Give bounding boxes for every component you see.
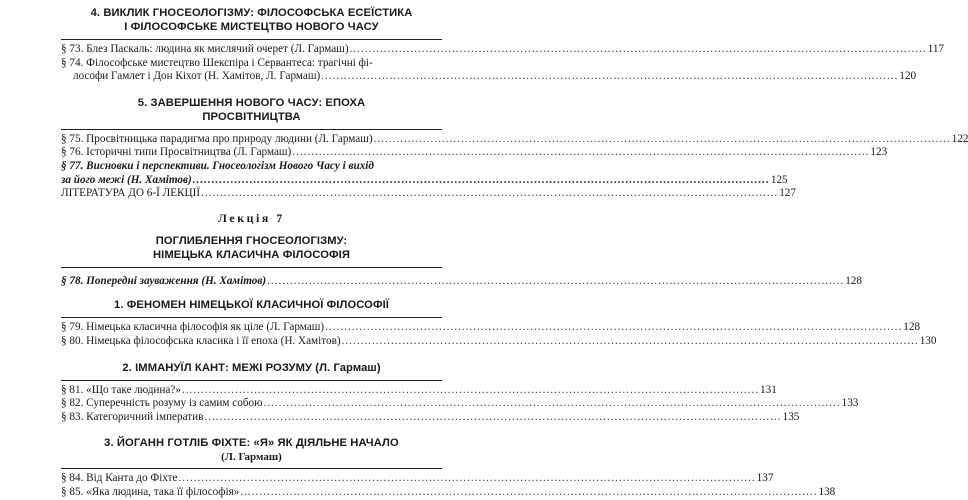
heading-line: ПОГЛИБЛЕННЯ ГНОСЕОЛОГІЗМУ: <box>155 234 348 247</box>
heading-line: НІМЕЦЬКА КЛАСИЧНА ФІЛОСОФІЯ <box>152 248 351 261</box>
toc-entry[interactable] <box>61 485 836 500</box>
page-number: 117 <box>927 43 945 55</box>
page-number: 120 <box>899 70 917 83</box>
section-heading <box>61 361 442 375</box>
divider <box>61 468 442 469</box>
page-number: 133 <box>841 397 859 410</box>
toc-entry[interactable] <box>61 43 945 57</box>
entry-title: § 74. Філософське мистецтво Шекспіра і Сервантеса: трагічні фі- <box>61 56 373 69</box>
toc-entry[interactable] <box>61 334 937 349</box>
toc-entry[interactable] <box>61 274 862 289</box>
entry-title-cont: за його межі (Н. Хамітов) <box>61 173 192 186</box>
entry-title: § 84. Від Канта до Фіхте <box>61 472 178 485</box>
entry-title: § 73. Блез Паскаль: людина як мислячий очерет (Л. Гармаш) <box>61 43 349 55</box>
toc-entry[interactable] <box>61 56 917 84</box>
page-number: 128 <box>903 321 921 334</box>
section-heading <box>61 298 442 312</box>
entry-title: § 76. Історичні типи Просвітництва (Л. Гармаш) <box>61 146 292 159</box>
page-number: 125 <box>770 173 788 186</box>
toc-entry[interactable] <box>61 132 968 147</box>
entry-title: § 83. Категоричний імператив <box>61 410 204 423</box>
entry-title: § 77. Висновки і перспективи. Гносеологізм Нового Часу і вихід <box>61 159 374 172</box>
heading-line: 3. ЙОГАНН ГОТЛІБ ФІХТЕ: «Я» ЯК ДІЯЛЬНЕ НАЧАЛО <box>104 437 399 450</box>
entry-title-cont: лософи Гамлет і Дон Кіхот (Н. Хамітов, Л. Гармаш) <box>73 70 321 83</box>
divider <box>61 39 442 40</box>
page-number: 137 <box>756 472 774 485</box>
page-number: 131 <box>760 383 777 396</box>
page-number: 130 <box>919 334 937 347</box>
toc-entry[interactable] <box>61 383 777 398</box>
page-number: 123 <box>870 146 888 159</box>
section-subheading: (Л. Гармаш) <box>221 451 282 464</box>
heading-line: І ФІЛОСОФСЬКЕ МИСТЕЦТВО НОВОГО ЧАСУ <box>124 21 379 33</box>
heading-line: 1. ФЕНОМЕН НІМЕЦЬКОЇ КЛАСИЧНОЇ ФІЛОСОФІЇ <box>114 299 389 312</box>
heading-line: 5. ЗАВЕРШЕННЯ НОВОГО ЧАСУ: ЕПОХА <box>137 96 366 109</box>
heading-line: ПРОСВІТНИЦТВА <box>202 110 301 123</box>
section-heading <box>61 234 442 262</box>
toc-entry[interactable] <box>61 159 788 187</box>
entry-title: § 85. «Яка людина, така її філософія» <box>61 485 240 498</box>
table-of-contents <box>61 6 968 500</box>
heading-line: 2. ІММАНУЇЛ КАНТ: МЕЖІ РОЗУМУ (Л. Гармаш) <box>122 361 381 374</box>
toc-entry[interactable] <box>61 187 796 201</box>
entry-title: § 80. Німецька філософська класика і її епоха (Н. Хамітов) <box>61 334 341 347</box>
toc-entry[interactable] <box>61 410 800 425</box>
page-number: 138 <box>818 485 836 498</box>
page-number: 135 <box>782 410 800 423</box>
toc-entry[interactable] <box>61 321 921 335</box>
page-number: 127 <box>779 187 796 200</box>
entry-title: § 78. Попередні зауваження (Н. Хамітов) <box>61 274 267 287</box>
toc-entry[interactable] <box>61 146 888 160</box>
divider <box>61 317 442 318</box>
page-number: 122 <box>951 132 968 145</box>
divider <box>61 129 442 130</box>
divider <box>61 267 442 268</box>
section-heading <box>61 6 442 34</box>
entry-title: § 75. Просвітницька парадигма про природу людини (Л. Гармаш) <box>61 132 373 145</box>
entry-title: § 81. «Що таке людина?» <box>61 383 181 396</box>
toc-entry[interactable] <box>61 397 859 411</box>
toc-entry[interactable] <box>61 472 774 486</box>
section-heading <box>61 96 442 124</box>
divider <box>61 380 442 381</box>
lecture-title: Лекція 7 <box>218 210 285 225</box>
page-number: 128 <box>845 274 862 287</box>
entry-title: § 82. Суперечність розуму із самим собою <box>61 397 263 410</box>
section-heading <box>61 436 442 450</box>
entry-title: § 79. Німецька класична філософія як ціле (Л. Гармаш) <box>61 321 325 334</box>
heading-line: 4. ВИКЛИК ГНОСЕОЛОГІЗМУ: ФІЛОСОФСЬКА ЕСЕЇСТИКА <box>90 7 413 19</box>
entry-title: ЛІТЕРАТУРА ДО 6-Ї ЛЕКЦІЇ <box>61 187 201 200</box>
